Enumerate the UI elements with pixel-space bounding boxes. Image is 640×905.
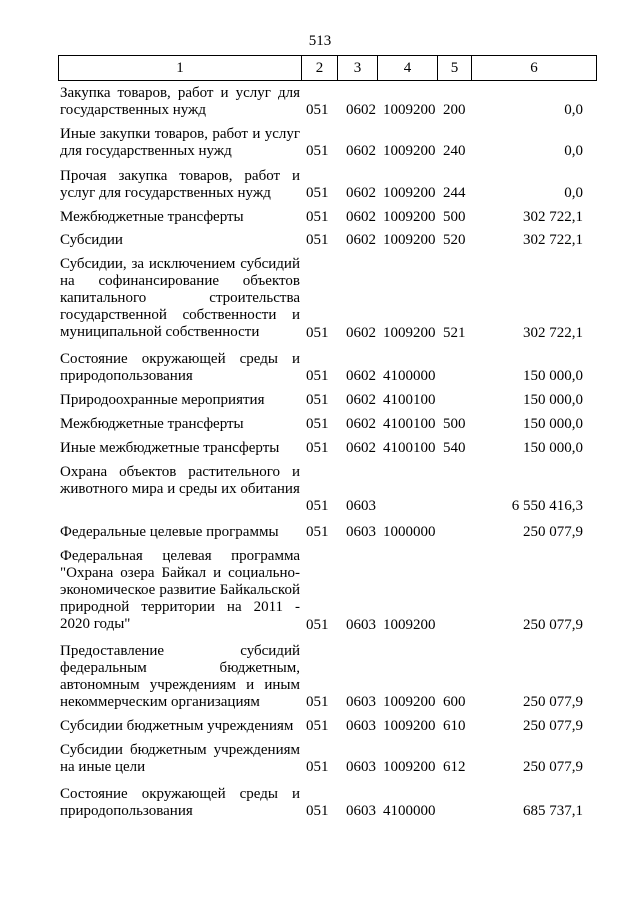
row-description: Иные закупки товаров, работ и услуг для государственных нужд bbox=[60, 126, 300, 159]
row-col-6: 250 077,9 bbox=[523, 718, 583, 734]
row-col-2: 051 bbox=[306, 617, 329, 633]
row-col-3: 0602 bbox=[346, 325, 376, 341]
row-col-2: 051 bbox=[306, 694, 329, 710]
row-col-3: 0602 bbox=[346, 416, 376, 432]
row-col-5: 540 bbox=[443, 440, 466, 456]
table-row bbox=[58, 718, 597, 735]
row-col-2: 051 bbox=[306, 524, 329, 540]
row-col-2: 051 bbox=[306, 102, 329, 118]
row-col-4: 1009200 bbox=[383, 759, 436, 775]
row-col-4: 4100100 bbox=[383, 392, 436, 408]
header-col-2: 2 bbox=[302, 56, 338, 80]
row-col-2: 051 bbox=[306, 759, 329, 775]
table-row bbox=[58, 742, 597, 776]
row-description: Субсидии бюджетным учреждениям на иные цели bbox=[60, 742, 300, 775]
row-col-6: 250 077,9 bbox=[523, 617, 583, 633]
row-col-2: 051 bbox=[306, 368, 329, 384]
row-col-6: 150 000,0 bbox=[523, 416, 583, 432]
row-col-5: 500 bbox=[443, 209, 466, 225]
row-col-3: 0603 bbox=[346, 498, 376, 514]
row-description: Субсидии bbox=[60, 232, 123, 248]
row-description: Закупка товаров, работ и услуг для государственных нужд bbox=[60, 85, 300, 118]
row-col-4: 4100100 bbox=[383, 440, 436, 456]
row-col-4: 1009200 bbox=[383, 617, 436, 633]
header-col-4: 4 bbox=[378, 56, 438, 80]
row-col-3: 0603 bbox=[346, 694, 376, 710]
row-description: Федеральные целевые программы bbox=[60, 524, 279, 540]
table-row bbox=[58, 351, 597, 385]
row-col-3: 0603 bbox=[346, 759, 376, 775]
row-col-3: 0602 bbox=[346, 368, 376, 384]
row-col-6: 302 722,1 bbox=[523, 209, 583, 225]
table-row bbox=[58, 524, 597, 541]
row-col-4: 1009200 bbox=[383, 232, 436, 248]
row-description: Межбюджетные трансферты bbox=[60, 416, 244, 432]
row-col-6: 250 077,9 bbox=[523, 759, 583, 775]
row-col-2: 051 bbox=[306, 143, 329, 159]
row-col-4: 1009200 bbox=[383, 718, 436, 734]
row-description: Природоохранные мероприятия bbox=[60, 392, 265, 408]
row-description: Прочая закупка товаров, работ и услуг для государственных нужд bbox=[60, 168, 300, 201]
table-row bbox=[58, 548, 597, 634]
row-col-5: 610 bbox=[443, 718, 466, 734]
header-col-5: 5 bbox=[438, 56, 472, 80]
row-description: Иные межбюджетные трансферты bbox=[60, 440, 280, 456]
page-number: 513 bbox=[308, 33, 332, 49]
row-col-4: 1009200 bbox=[383, 102, 436, 118]
row-description: Субсидии бюджетным учреждениям bbox=[60, 718, 294, 734]
table-row bbox=[58, 232, 597, 249]
table-row bbox=[58, 209, 597, 226]
row-col-4: 1000000 bbox=[383, 524, 436, 540]
row-col-4: 1009200 bbox=[383, 209, 436, 225]
row-col-6: 150 000,0 bbox=[523, 392, 583, 408]
row-col-3: 0602 bbox=[346, 232, 376, 248]
row-col-6: 302 722,1 bbox=[523, 325, 583, 341]
row-col-3: 0602 bbox=[346, 392, 376, 408]
row-col-6: 0,0 bbox=[564, 143, 583, 159]
row-col-5: 521 bbox=[443, 325, 466, 341]
row-col-3: 0602 bbox=[346, 209, 376, 225]
row-col-2: 051 bbox=[306, 325, 329, 341]
table-row bbox=[58, 85, 597, 119]
table-row bbox=[58, 168, 597, 202]
row-col-3: 0602 bbox=[346, 102, 376, 118]
row-col-4: 4100100 bbox=[383, 416, 436, 432]
row-col-4: 1009200 bbox=[383, 143, 436, 159]
row-col-6: 250 077,9 bbox=[523, 694, 583, 710]
header-col-3: 3 bbox=[338, 56, 378, 80]
row-col-3: 0602 bbox=[346, 440, 376, 456]
row-col-2: 051 bbox=[306, 416, 329, 432]
row-col-6: 0,0 bbox=[564, 102, 583, 118]
table-row bbox=[58, 440, 597, 457]
row-col-6: 6 550 416,3 bbox=[511, 498, 583, 514]
row-col-2: 051 bbox=[306, 232, 329, 248]
row-col-5: 500 bbox=[443, 416, 466, 432]
row-col-2: 051 bbox=[306, 185, 329, 201]
table-row bbox=[58, 256, 597, 342]
row-col-3: 0602 bbox=[346, 143, 376, 159]
row-col-4: 1009200 bbox=[383, 325, 436, 341]
header-col-1: 1 bbox=[59, 56, 302, 80]
table-row bbox=[58, 416, 597, 433]
row-col-2: 051 bbox=[306, 392, 329, 408]
row-col-5: 240 bbox=[443, 143, 466, 159]
row-description: Субсидии, за исключением субсидий на софинансирование объектов капитального строительства государственной собственности и муниципальной собственности bbox=[60, 256, 300, 340]
row-description: Охрана объектов растительного и животного мира и среды их обитания bbox=[60, 464, 300, 497]
row-col-6: 0,0 bbox=[564, 185, 583, 201]
row-col-4: 4100000 bbox=[383, 368, 436, 384]
row-description: Федеральная целевая программа "Охрана озера Байкал и социально-экономическое развитие Байкальской природной территории на 2011 - 2020 годы" bbox=[60, 548, 300, 632]
row-col-3: 0603 bbox=[346, 718, 376, 734]
row-col-6: 150 000,0 bbox=[523, 440, 583, 456]
table-row bbox=[58, 643, 597, 711]
row-col-4: 4100000 bbox=[383, 803, 436, 819]
row-col-4: 1009200 bbox=[383, 694, 436, 710]
table-row bbox=[58, 126, 597, 160]
row-col-3: 0602 bbox=[346, 185, 376, 201]
row-col-5: 520 bbox=[443, 232, 466, 248]
row-col-2: 051 bbox=[306, 209, 329, 225]
table-row bbox=[58, 786, 597, 820]
row-col-5: 612 bbox=[443, 759, 466, 775]
row-col-5: 200 bbox=[443, 102, 466, 118]
row-col-6: 302 722,1 bbox=[523, 232, 583, 248]
row-description: Состояние окружающей среды и природопользования bbox=[60, 786, 300, 819]
row-col-2: 051 bbox=[306, 498, 329, 514]
row-col-5: 244 bbox=[443, 185, 466, 201]
row-col-6: 685 737,1 bbox=[523, 803, 583, 819]
row-col-2: 051 bbox=[306, 440, 329, 456]
row-col-4: 1009200 bbox=[383, 185, 436, 201]
row-col-6: 250 077,9 bbox=[523, 524, 583, 540]
row-col-5: 600 bbox=[443, 694, 466, 710]
row-col-3: 0603 bbox=[346, 524, 376, 540]
row-description: Межбюджетные трансферты bbox=[60, 209, 244, 225]
table-row bbox=[58, 392, 597, 409]
row-col-3: 0603 bbox=[346, 617, 376, 633]
row-col-2: 051 bbox=[306, 803, 329, 819]
row-description: Состояние окружающей среды и природопользования bbox=[60, 351, 300, 384]
row-col-6: 150 000,0 bbox=[523, 368, 583, 384]
row-col-2: 051 bbox=[306, 718, 329, 734]
table-row bbox=[58, 464, 597, 515]
header-col-6: 6 bbox=[530, 60, 538, 76]
row-description: Предоставление субсидий федеральным бюджетным, автономным учреждениям и иным некоммерческим организациям bbox=[60, 643, 300, 710]
table-header bbox=[58, 55, 597, 81]
row-col-3: 0603 bbox=[346, 803, 376, 819]
